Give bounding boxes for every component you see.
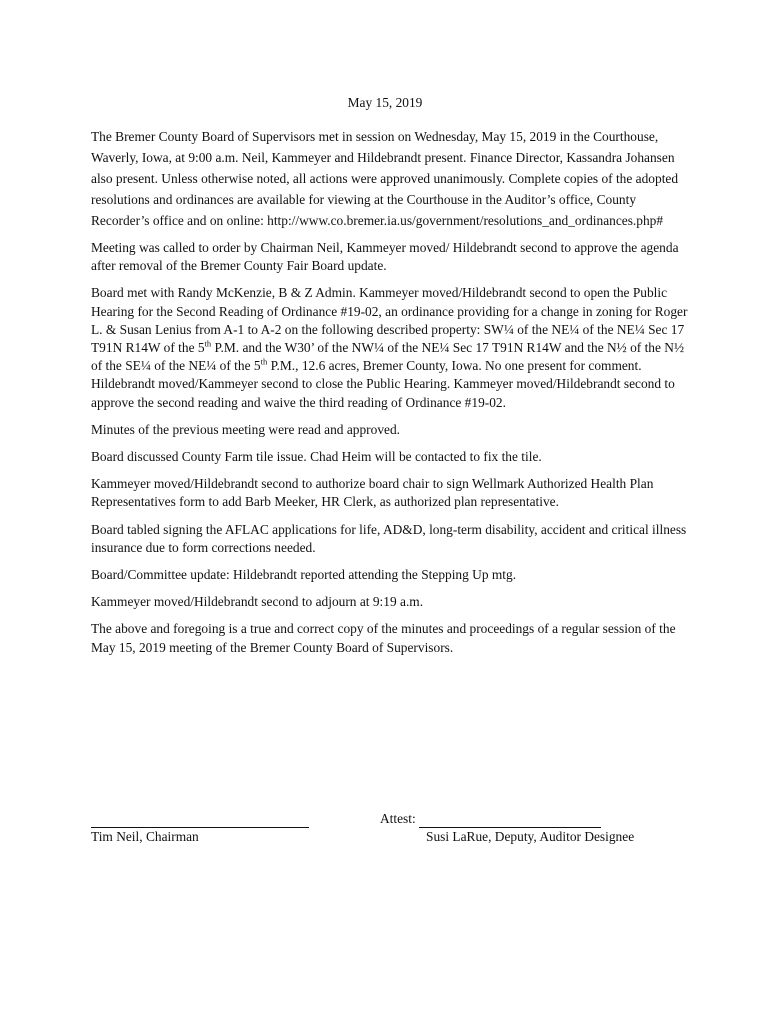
deputy-name: Susi LaRue, Deputy, Auditor Designee — [426, 829, 635, 845]
rezoning-text-part1: Board met with Randy McKenzie, B & Z Admin. Kammeyer moved/Hildebrandt second to open the Public Hearing for the Second Reading of Ordinance #19-02, an ordinance providing for a change in zoning for Roger L. & Susan Lenius from A-1 to A-2 on the following described property: SW¼ of the NE¼ of the NE¼ Sec 17 T91N R14W of the 5 — [91, 285, 688, 356]
rezoning-text-part2: P.M. and the W30’ of the NW¼ of the NE¼ Sec 17 T91N R14W and the N½ of the N½ of the SE¼ of the NE¼ of the 5 — [91, 340, 684, 374]
ordinal-superscript: th — [260, 356, 268, 367]
intro-paragraph: The Bremer County Board of Supervisors met in session on Wednesday, May 15, 2019 in the Courthouse, Waverly, Iowa, at 9:00 a.m. Neil, Kammeyer and Hildebrandt present. Finance Director, Kassandra Johansen also present. Unless otherwise noted, all actions were approved unanimously. Complete copies of the adopted resolutions and ordinances are available for viewing at the Courthouse in the Auditor’s office, County Recorder’s office and on online: http://www.co.bremer.ia.us/government/resolutions_and_ordinances.php# — [91, 129, 679, 228]
adjourn-paragraph: Kammeyer moved/Hildebrandt second to adjourn at 9:19 a.m. — [91, 594, 424, 610]
minutes-body — [91, 126, 689, 666]
wellmark-paragraph: Kammeyer moved/Hildebrandt second to authorize board chair to sign Wellmark Authorized Health Plan Representatives form to add Barb Meeker, HR Clerk, as authorized plan representative. — [91, 476, 654, 510]
aflac-paragraph: Board tabled signing the AFLAC applications for life, AD&D, long-term disability, accident and critical illness insurance due to form corrections needed. — [91, 521, 687, 555]
chairman-name: Tim Neil, Chairman — [91, 829, 199, 845]
ordinal-superscript: th — [204, 338, 212, 349]
attest-signature-block — [380, 810, 680, 846]
rezoning-text-part3: P.M., 12.6 acres, Bremer County, Iowa. No one present for comment. Hildebrandt moved/Kammeyer second to close the Public Hearing. Kammeyer moved/Hildebrandt second to approve the second reading and waive the third reading of Ordinance #19-02. — [91, 358, 675, 410]
call-to-order-paragraph: Meeting was called to order by Chairman Neil, Kammeyer moved/ Hildebrandt second to approve the agenda after removal of the Bremer County Fair Board update. — [91, 240, 679, 274]
certification-paragraph: The above and foregoing is a true and correct copy of the minutes and proceedings of a regular session of the May 15, 2019 meeting of the Bremer County Board of Supervisors. — [91, 621, 676, 655]
county-farm-paragraph: Board discussed County Farm tile issue. Chad Heim will be contacted to fix the tile. — [91, 449, 542, 465]
signature-line — [419, 812, 601, 828]
minutes-approval-paragraph: Minutes of the previous meeting were read and approved. — [91, 421, 400, 437]
rezoning-paragraph — [91, 284, 689, 411]
chairman-signature-block — [91, 810, 321, 846]
meeting-date: May 15, 2019 — [347, 95, 423, 110]
signature-line — [91, 812, 309, 828]
attest-label: Attest: — [380, 811, 416, 826]
committee-update-paragraph: Board/Committee update: Hildebrandt reported attending the Stepping Up mtg. — [91, 567, 517, 583]
